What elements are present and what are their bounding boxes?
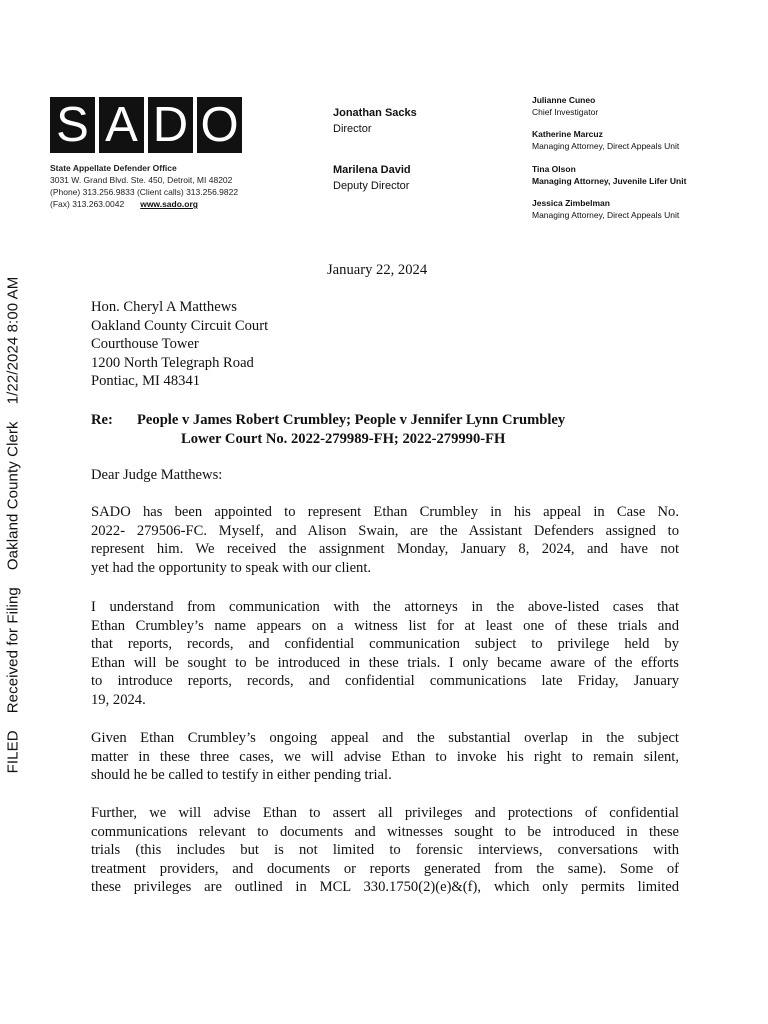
paragraph-line: Given Ethan Crumbley’s ongoing appeal and the substantial overlap in the subject: [91, 730, 679, 746]
staff-title: Director: [333, 123, 372, 135]
paragraph-line: Ethan will be sought to be introduced in these trials. I only became aware of the efforts: [91, 654, 679, 671]
logo-letter-o: O: [197, 97, 242, 153]
paragraph-line: Further, we will advise Ethan to assert all privileges and protections of confidential: [91, 805, 679, 821]
staff-director: [333, 105, 417, 137]
body-paragraph-2: [91, 598, 679, 710]
recipient-line: Pontiac, MI 48341: [91, 373, 201, 389]
paragraph-line: matter in these three cases, we will advise Ethan to invoke his right to remain silent,: [91, 748, 679, 765]
office-block: [50, 162, 238, 210]
sado-logo: [50, 97, 242, 153]
recipient-line: 1200 North Telegraph Road: [91, 354, 254, 371]
office-phone: (Phone) 313.256.9833 (Client calls) 313.256.9822: [50, 187, 239, 197]
re-label: Re:: [91, 412, 113, 428]
paragraph-line: represent him. We received the assignment Monday, January 8, 2024, and have not: [91, 541, 679, 558]
recipient-line: Hon. Cheryl A Matthews: [91, 299, 237, 315]
re-case-numbers: Lower Court No. 2022-279989-FH; 2022-279990-FH: [181, 431, 506, 447]
website-link[interactable]: www.sado.org: [140, 199, 198, 209]
logo-letter-s: S: [50, 97, 95, 153]
staff-title: Managing Attorney, Juvenile Lifer Unit: [532, 176, 687, 186]
staff-chief-investigator: [532, 94, 598, 118]
filing-stamp: [0, 0, 26, 1024]
office-address: 3031 W. Grand Blvd. Ste. 450, Detroit, MI 48202: [50, 175, 233, 185]
staff-deputy-director: [333, 162, 411, 194]
staff-title: Chief Investigator: [532, 107, 599, 117]
letter-date: January 22, 2024: [327, 262, 428, 278]
paragraph-line: I understand from communication with the attorneys in the above-listed cases that: [91, 599, 679, 615]
staff-name: Jessica Zimbelman: [532, 198, 610, 208]
salutation: Dear Judge Matthews:: [91, 467, 223, 483]
staff-name: Katherine Marcuz: [532, 129, 603, 139]
re-block: [91, 411, 566, 447]
recipient-address: [91, 298, 679, 391]
office-fax-web: [50, 198, 238, 210]
staff-managing-attorney-2: [532, 163, 686, 187]
re-case-names: People v James Robert Crumbley; People v Jennifer Lynn Crumbley: [137, 412, 566, 428]
filing-stamp-text: FILED Received for Filing Oakland County Clerk 1/22/2024 8:00 AM: [4, 276, 22, 774]
paragraph-line: these privileges are outlined in MCL 330.1750(2)(e)&(f), which only permits limited: [91, 879, 679, 896]
staff-name: Julianne Cuneo: [532, 95, 596, 105]
paragraph-line: treatment providers, and documents or reports generated from the same). Some of: [91, 860, 679, 877]
staff-name: Jonathan Sacks: [333, 107, 417, 119]
staff-managing-attorney-3: [532, 197, 679, 221]
paragraph-line: trials (this includes but is not limited to forensic interviews, conversations with: [91, 842, 679, 859]
paragraph-line: SADO has been appointed to represent Ethan Crumbley in his appeal in Case No.: [91, 504, 679, 520]
body-paragraph-3: [91, 729, 679, 785]
staff-name: Tina Olson: [532, 164, 576, 174]
paragraph-line: communications relevant to documents and witnesses sought to be introduced in these: [91, 823, 679, 840]
paragraph-line: 2022- 279506-FC. Myself, and Alison Swain, are the Assistant Defenders assigned to: [91, 522, 679, 539]
paragraph-line: to introduce reports, records, and confidential communications late Friday, January: [91, 673, 679, 690]
paragraph-line: yet had the opportunity to speak with our client.: [91, 559, 372, 576]
recipient-line: Oakland County Circuit Court: [91, 317, 269, 334]
paragraph-line: should he be called to testify in either pending trial.: [91, 767, 392, 784]
staff-title: Managing Attorney, Direct Appeals Unit: [532, 141, 680, 151]
paragraph-line: 19, 2024.: [91, 691, 146, 708]
staff-title: Managing Attorney, Direct Appeals Unit: [532, 210, 680, 220]
body-paragraph-1: [91, 503, 679, 577]
office-name: State Appellate Defender Office: [50, 163, 177, 173]
logo-letter-a: A: [99, 97, 144, 153]
recipient-line: Courthouse Tower: [91, 336, 199, 352]
staff-name: Marilena David: [333, 164, 411, 176]
office-fax: (Fax) 313.263.0042: [50, 199, 125, 209]
logo-letter-d: D: [148, 97, 193, 153]
staff-title: Deputy Director: [333, 180, 410, 192]
staff-managing-attorney-1: [532, 128, 679, 152]
body-paragraph-4: [91, 804, 679, 897]
paragraph-line: that reports, records, and confidential communication subject to privilege held by: [91, 636, 679, 653]
paragraph-line: Ethan Crumbley’s name appears on a witness list for at least one of these trials and: [91, 617, 679, 634]
